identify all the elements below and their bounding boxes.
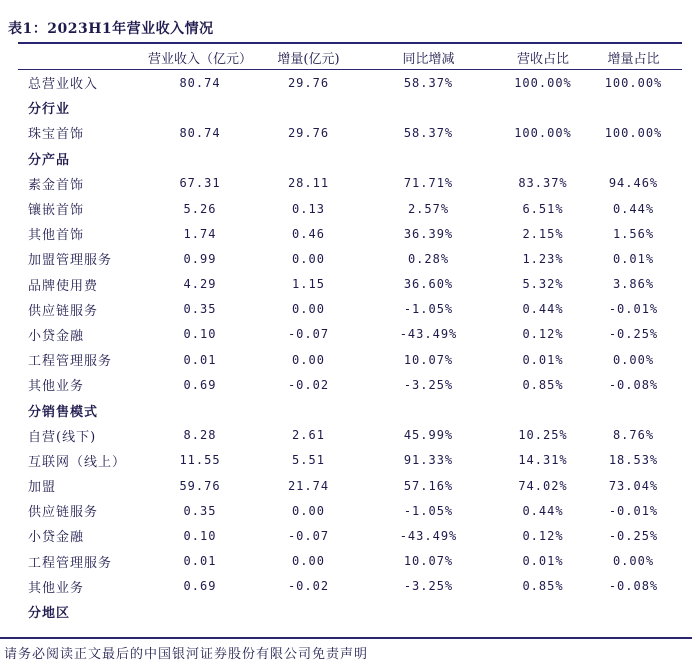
revenue-share-cell <box>501 397 585 422</box>
revenue-cell: 5.26 <box>183 201 217 216</box>
revenue-cell: 67.31 <box>179 176 221 191</box>
increment-share-cell: -0.08% <box>608 377 659 392</box>
revenue-share-cell: 1.23% <box>522 251 564 266</box>
increment-cell: 0.00 <box>292 503 325 518</box>
increment-cell: -0.07 <box>287 528 330 543</box>
increment-cell <box>261 95 356 120</box>
revenue-cell: 0.10 <box>183 327 217 342</box>
column-header-yoy: 同比增减 <box>356 45 501 70</box>
table-row <box>18 498 682 523</box>
table-header-row <box>18 45 682 70</box>
revenue-share-cell: 0.85% <box>522 579 564 594</box>
yoy-cell: 58.37% <box>403 75 454 90</box>
yoy-cell: -1.05% <box>403 503 454 518</box>
section-label: 分产品 <box>28 152 71 168</box>
table-row <box>18 549 682 574</box>
revenue-share-cell: 0.01% <box>522 554 564 569</box>
revenue-cell: 59.76 <box>179 478 221 493</box>
increment-cell <box>261 146 356 171</box>
increment-cell: 29.76 <box>287 125 330 140</box>
revenue-cell: 80.74 <box>179 125 221 140</box>
increment-share-cell: -0.25% <box>608 528 659 543</box>
increment-cell: 0.13 <box>292 201 325 216</box>
top-rule <box>18 42 682 44</box>
table-row <box>18 120 682 145</box>
revenue-share-cell: 0.12% <box>522 528 564 543</box>
row-label: 供应链服务 <box>28 505 99 521</box>
yoy-cell: 10.07% <box>403 554 454 569</box>
yoy-cell <box>356 146 501 171</box>
yoy-cell: 36.39% <box>403 226 454 241</box>
increment-share-cell: 18.53% <box>608 453 659 468</box>
increment-share-cell <box>585 397 682 422</box>
column-header-increment-share: 增量占比 <box>585 45 682 70</box>
section-label: 分行业 <box>28 102 71 118</box>
increment-cell: -0.02 <box>287 579 330 594</box>
table-row <box>18 574 682 599</box>
revenue-share-cell <box>501 146 585 171</box>
table-row <box>18 322 682 347</box>
revenue-cell: 0.35 <box>183 503 217 518</box>
revenue-share-cell: 100.00% <box>514 75 572 90</box>
revenue-share-cell: 5.32% <box>522 277 564 292</box>
revenue-share-cell: 83.37% <box>518 176 568 191</box>
increment-share-cell: 0.44% <box>612 201 655 216</box>
section-header-row <box>18 95 682 120</box>
yoy-cell: 2.57% <box>407 201 450 216</box>
revenue-cell: 0.01 <box>183 352 217 367</box>
increment-cell: 1.15 <box>292 277 325 292</box>
revenue-cell: 11.55 <box>179 453 221 468</box>
increment-share-cell: 0.01% <box>612 251 655 266</box>
yoy-cell: -3.25% <box>403 377 454 392</box>
section-label: 分地区 <box>28 606 71 622</box>
increment-share-cell: 100.00% <box>604 75 663 90</box>
increment-share-cell: 0.00% <box>612 352 655 367</box>
increment-share-cell <box>585 599 682 624</box>
row-label: 工程管理服务 <box>28 354 113 370</box>
revenue-cell: 0.69 <box>183 377 217 392</box>
revenue-cell: 4.29 <box>183 277 217 292</box>
increment-cell: 5.51 <box>292 453 325 468</box>
revenue-share-cell: 0.44% <box>522 503 564 518</box>
increment-cell: 2.61 <box>292 428 325 443</box>
revenue-cell: 80.74 <box>179 75 221 90</box>
increment-cell <box>261 599 356 624</box>
yoy-cell: 91.33% <box>403 453 454 468</box>
increment-share-cell: -0.01% <box>608 503 659 518</box>
row-label: 加盟管理服务 <box>28 253 113 269</box>
table-row <box>18 347 682 372</box>
yoy-cell: -3.25% <box>403 579 454 594</box>
increment-share-cell <box>585 146 682 171</box>
increment-share-cell: 100.00% <box>604 125 663 140</box>
increment-share-cell: 73.04% <box>608 478 659 493</box>
increment-cell <box>261 397 356 422</box>
section-header-row <box>18 599 682 624</box>
yoy-cell: 0.28% <box>407 251 450 266</box>
revenue-cell: 0.69 <box>183 579 217 594</box>
column-header-increment: 增量(亿元) <box>261 45 356 70</box>
revenue-cell <box>139 599 261 624</box>
increment-share-cell: 8.76% <box>612 428 655 443</box>
increment-cell: -0.07 <box>287 327 330 342</box>
yoy-cell: -43.49% <box>399 528 458 543</box>
increment-cell: 29.76 <box>287 75 330 90</box>
section-header-row <box>18 146 682 171</box>
revenue-share-cell: 0.85% <box>522 377 564 392</box>
yoy-cell: 10.07% <box>403 352 454 367</box>
yoy-cell: -1.05% <box>403 302 454 317</box>
row-label: 小贷金融 <box>28 328 85 344</box>
bottom-rule <box>0 637 692 639</box>
table-caption: 表1：2023H1年营业收入情况 <box>8 21 214 37</box>
revenue-share-cell: 0.44% <box>522 302 564 317</box>
row-label: 互联网（线上） <box>28 454 127 470</box>
table-row <box>18 246 682 271</box>
table-row <box>18 272 682 297</box>
increment-share-cell: 0.00% <box>612 554 655 569</box>
yoy-cell: -43.49% <box>399 327 458 342</box>
table-row <box>18 448 682 473</box>
table-row <box>18 70 682 96</box>
table-row <box>18 473 682 498</box>
increment-cell: 0.00 <box>292 554 325 569</box>
table-row <box>18 297 682 322</box>
yoy-cell: 58.37% <box>403 125 454 140</box>
increment-share-cell: -0.01% <box>608 302 659 317</box>
row-label: 自营(线下) <box>28 429 97 445</box>
row-label: 工程管理服务 <box>28 555 113 571</box>
increment-cell: 0.00 <box>292 251 325 266</box>
yoy-cell: 57.16% <box>403 478 454 493</box>
section-label: 分销售模式 <box>28 404 99 420</box>
yoy-cell: 71.71% <box>403 176 454 191</box>
row-label: 镶嵌首饰 <box>28 203 85 219</box>
yoy-cell <box>356 95 501 120</box>
increment-cell: 0.00 <box>292 302 325 317</box>
column-header-label <box>18 45 139 70</box>
section-header-row <box>18 397 682 422</box>
revenue-share-cell: 0.01% <box>522 352 564 367</box>
increment-share-cell: 1.56% <box>612 226 655 241</box>
yoy-cell <box>356 599 501 624</box>
revenue-share-cell: 2.15% <box>522 226 564 241</box>
increment-cell: 28.11 <box>287 176 330 191</box>
revenue-cell: 0.99 <box>183 251 217 266</box>
revenue-share-cell: 0.12% <box>522 327 564 342</box>
revenue-cell: 0.35 <box>183 302 217 317</box>
row-label: 品牌使用费 <box>28 278 99 294</box>
increment-cell: -0.02 <box>287 377 330 392</box>
table-row <box>18 372 682 397</box>
table-row <box>18 171 682 196</box>
row-label: 其他首饰 <box>28 228 85 244</box>
revenue-cell <box>139 397 261 422</box>
yoy-cell <box>356 397 501 422</box>
increment-cell: 0.46 <box>292 226 325 241</box>
row-label: 总营业收入 <box>28 77 99 93</box>
revenue-table <box>18 45 682 624</box>
revenue-share-cell: 74.02% <box>518 478 568 493</box>
row-label: 供应链服务 <box>28 303 99 319</box>
yoy-cell: 36.60% <box>403 277 454 292</box>
revenue-cell <box>139 95 261 120</box>
increment-share-cell: 3.86% <box>612 277 655 292</box>
row-label: 加盟 <box>28 480 57 496</box>
column-header-revenue-share: 营收占比 <box>501 45 585 70</box>
yoy-cell: 45.99% <box>403 428 454 443</box>
column-header-revenue: 营业收入（亿元） <box>139 45 261 70</box>
increment-share-cell <box>585 95 682 120</box>
revenue-share-cell: 10.25% <box>518 428 568 443</box>
revenue-share-cell <box>501 95 585 120</box>
revenue-cell: 1.74 <box>183 226 217 241</box>
revenue-cell: 0.10 <box>183 528 217 543</box>
revenue-share-cell: 100.00% <box>514 125 572 140</box>
row-label: 其他业务 <box>28 379 85 395</box>
row-label: 小贷金融 <box>28 530 85 546</box>
table-row <box>18 221 682 246</box>
increment-cell: 0.00 <box>292 352 325 367</box>
row-label: 素金首饰 <box>28 177 85 193</box>
revenue-share-cell: 6.51% <box>522 201 564 216</box>
table-body <box>18 70 682 625</box>
revenue-cell: 0.01 <box>183 554 217 569</box>
revenue-cell <box>139 146 261 171</box>
revenue-share-cell: 14.31% <box>518 453 568 468</box>
increment-share-cell: -0.25% <box>608 327 659 342</box>
row-label: 珠宝首饰 <box>28 127 85 143</box>
disclaimer-footer: 请务必阅读正文最后的中国银河证券股份有限公司免责声明 <box>4 647 369 662</box>
row-label: 其他业务 <box>28 580 85 596</box>
increment-cell: 21.74 <box>287 478 330 493</box>
revenue-cell: 8.28 <box>183 428 217 443</box>
revenue-share-cell <box>501 599 585 624</box>
table-row <box>18 523 682 548</box>
table-row <box>18 196 682 221</box>
increment-share-cell: -0.08% <box>608 579 659 594</box>
table-row <box>18 423 682 448</box>
increment-share-cell: 94.46% <box>608 176 659 191</box>
